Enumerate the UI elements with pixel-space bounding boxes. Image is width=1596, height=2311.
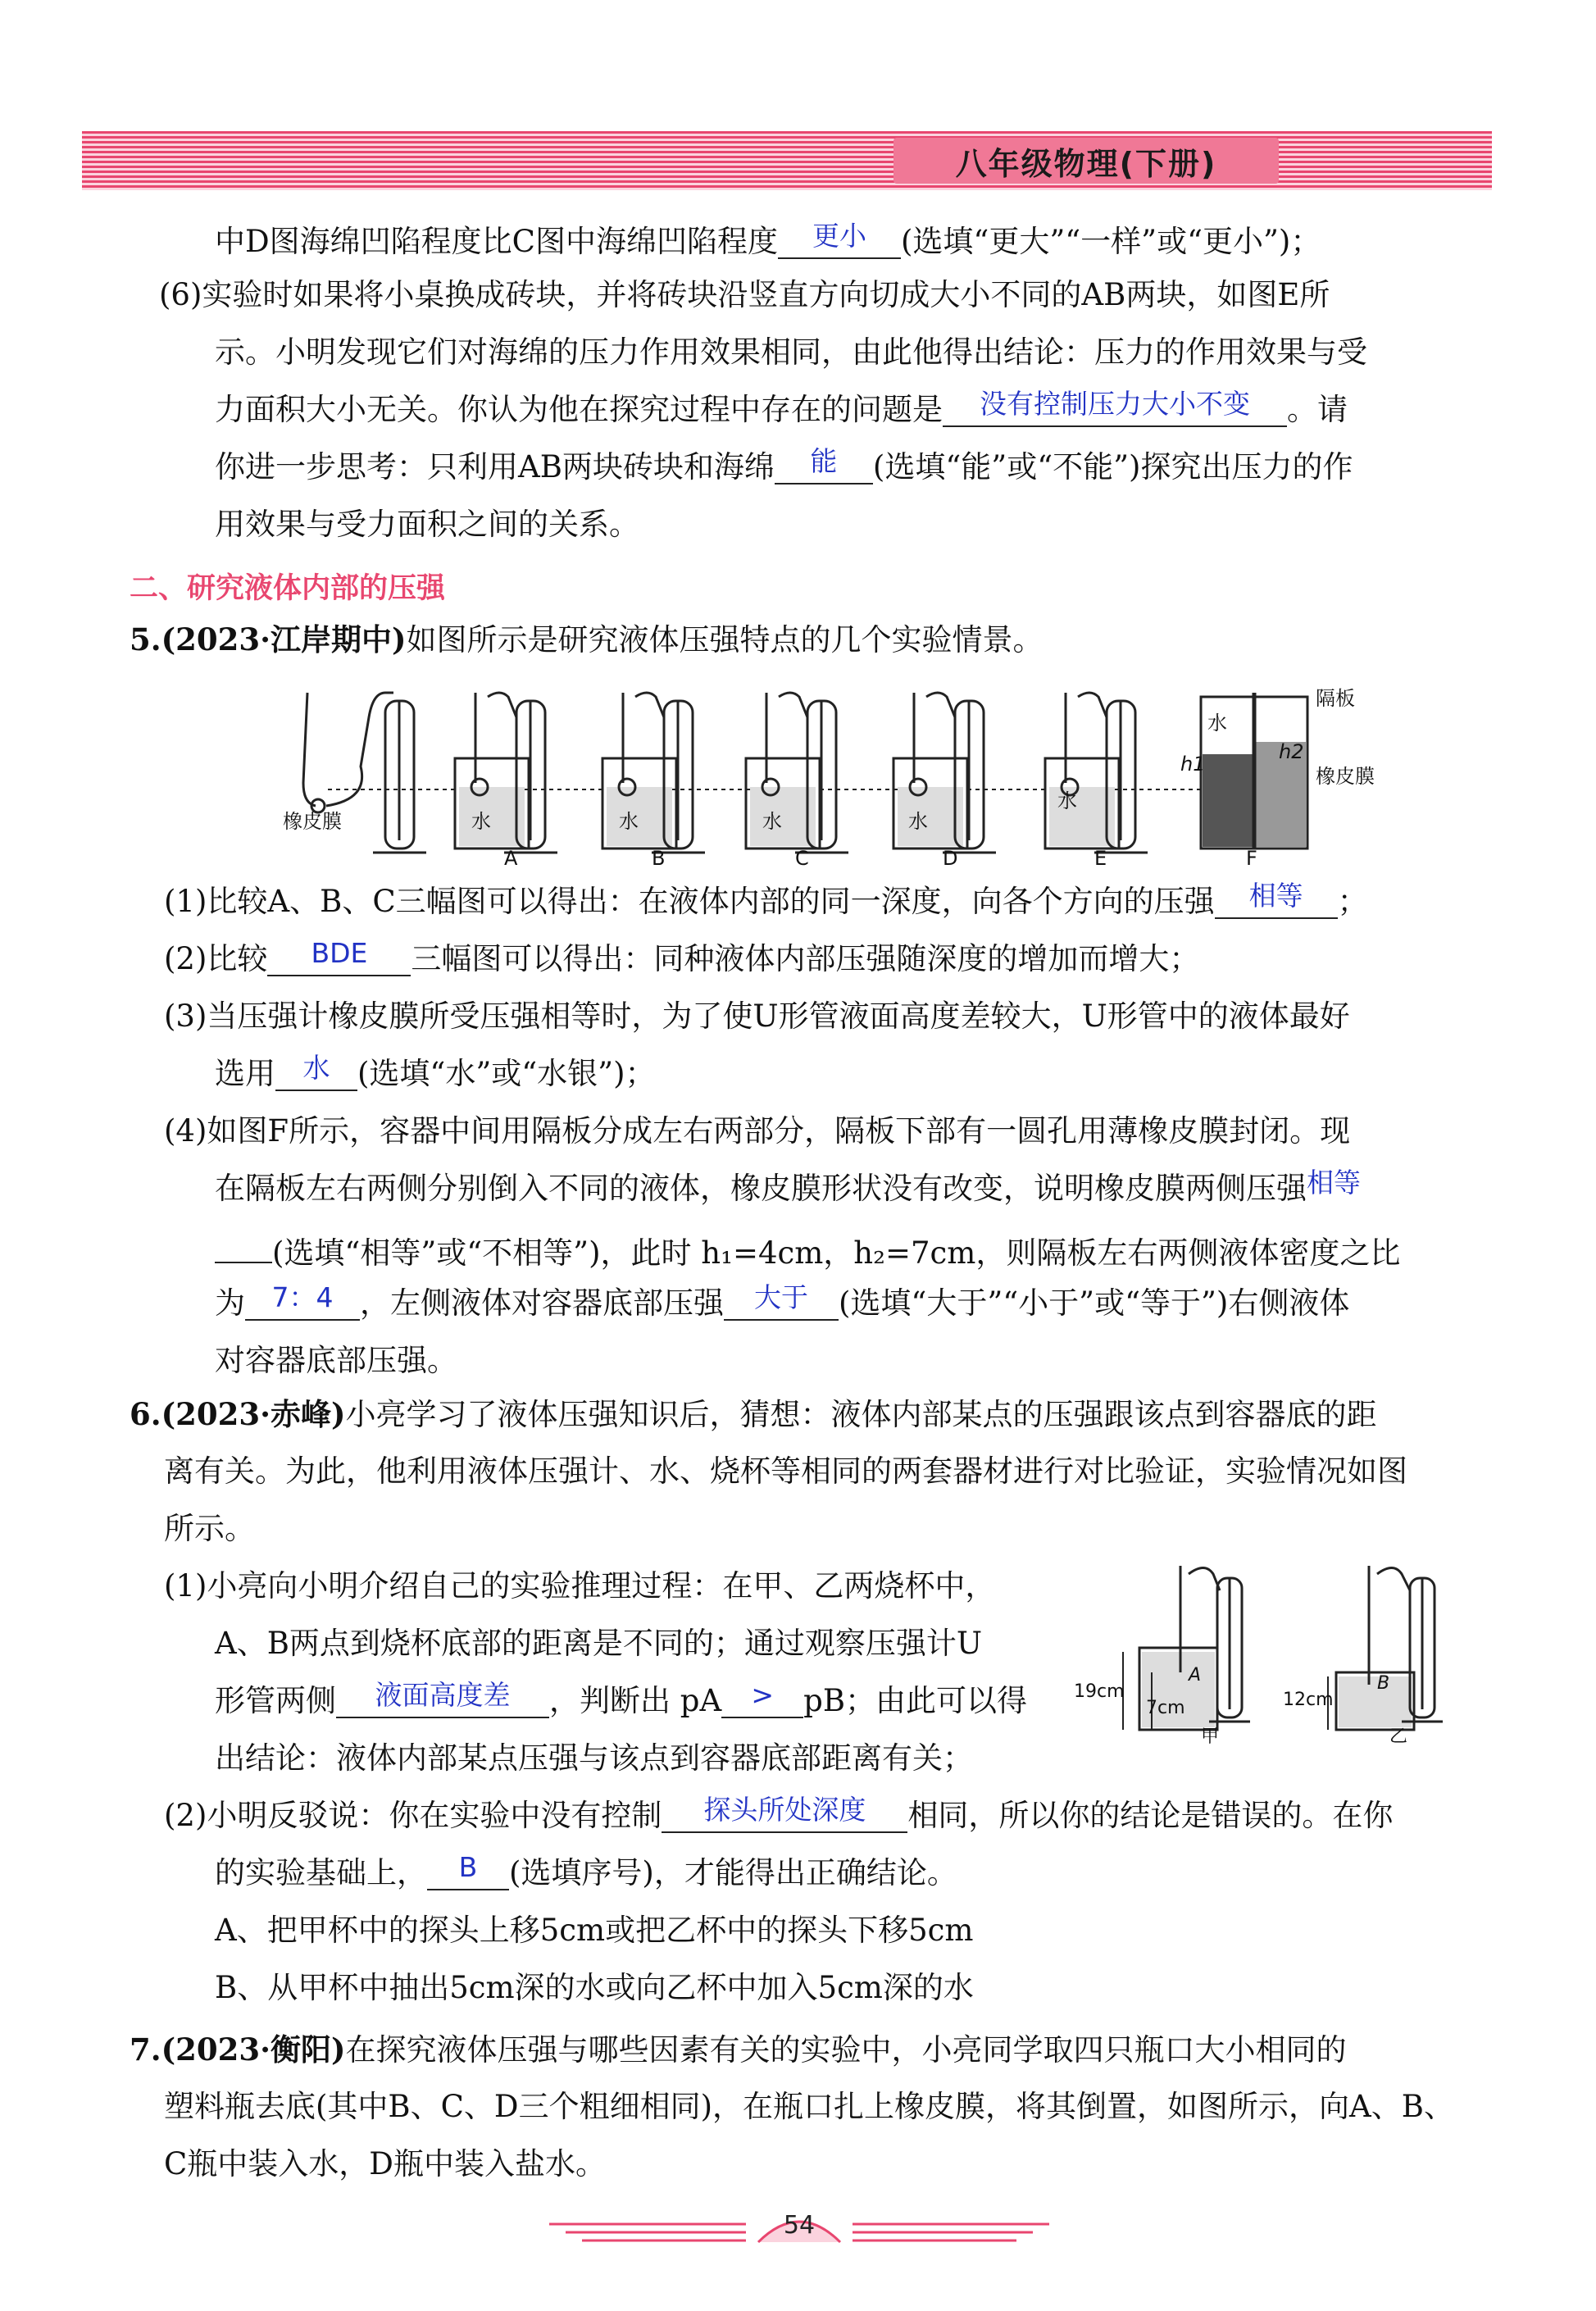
svg-text:水: 水 xyxy=(762,810,782,833)
q5-p3b: 选用 水 (选填“水”或“水银”)； xyxy=(215,1052,656,1091)
q5-p2: (2)比较 BDE 三幅图可以得出：同种液体内部压强随深度的增加而增大； xyxy=(164,937,1200,976)
q6-p1f: 出结论：液体内部某点压强与该点到容器底部距离有关； xyxy=(215,1740,973,1776)
section-title: 二、研究液体内部的压强 xyxy=(130,572,446,605)
svg-text:B: B xyxy=(1377,1673,1390,1694)
q6-p1a: (1)小亮向小明介绍自己的实验推理过程：在甲、乙两烧杯中， xyxy=(164,1568,996,1604)
answer-blank: 探头所处深度 xyxy=(662,1795,907,1833)
header-bar xyxy=(82,131,1492,190)
q6-option-b: B、从甲杯中抽出5cm深的水或向乙杯中加入5cm深的水 xyxy=(215,1970,974,2005)
q5-p4c: (选填“相等”或“不相等”)，此时 h₁=4cm，h₂=7cm，则隔板左右两侧液体密度之比 xyxy=(215,1226,1400,1274)
q5-p4d: 为 7：4 ，左侧液体对容器底部压强 大于 (选填“大于”“小于”或“等于”)右侧液体 xyxy=(215,1281,1350,1321)
answer-blank: 更小 xyxy=(778,221,901,259)
svg-text:水: 水 xyxy=(1207,712,1227,735)
fig-label-d: D xyxy=(943,847,958,869)
page-number: 54 xyxy=(783,2211,816,2240)
fig-label-e: E xyxy=(1094,847,1107,869)
answer-blank: 相等 xyxy=(1215,881,1338,919)
dim-7cm: 7cm xyxy=(1146,1698,1185,1718)
q7-stem-1: 7.(2023·衡阳)在探究液体压强与哪些因素有关的实验中，小亮同学取四只瓶口大小相同的 xyxy=(130,2031,1347,2068)
label-yi: 乙 xyxy=(1389,1726,1408,1746)
answer-blank: BDE xyxy=(267,939,411,976)
water-label: 水 xyxy=(471,810,491,833)
svg-text:水: 水 xyxy=(908,810,928,833)
q6-stem-3: 所示。 xyxy=(164,1511,255,1546)
q6-stem-2: 离有关。为此，他利用液体压强计、水、烧杯等相同的两套器材进行对比验证，实验情况如图 xyxy=(164,1453,1407,1489)
answer-blank: > xyxy=(721,1681,803,1718)
q5-stem: 5.(2023·江岸期中)如图所示是研究液体压强特点的几个实验情景。 xyxy=(130,621,1044,657)
membrane2-label: 橡皮膜 xyxy=(1316,765,1375,788)
q6-stem-1: 6.(2023·赤峰)小亮学习了液体压强知识后，猜想：液体内部某点的压强跟该点到容器底的距 xyxy=(130,1396,1377,1432)
svg-text:A: A xyxy=(1189,1665,1202,1685)
q5-p4g: 对容器底部压强。 xyxy=(215,1343,457,1378)
label-jia: 甲 xyxy=(1201,1726,1220,1746)
svg-text:h1: h1 xyxy=(1180,753,1206,776)
answer-blank: 大于 xyxy=(724,1283,839,1321)
q4-line-6: 用效果与受力面积之间的关系。 xyxy=(215,507,639,542)
q6-p2: (2)小明反驳说：你在实验中没有控制 探头所处深度 相同，所以你的结论是错误的。在你 xyxy=(164,1794,1394,1833)
fig-label-f: F xyxy=(1246,847,1257,869)
partition-label: 隔板 xyxy=(1316,687,1355,710)
q5-p4b: 在隔板左右两侧分别倒入不同的液体，橡皮膜形状没有改变，说明橡皮膜两侧压强相等 xyxy=(215,1167,1361,1206)
header-title: 八年级物理(下册) xyxy=(893,138,1279,184)
fig-label-b: B xyxy=(652,847,666,869)
q5-p1: (1)比较A、B、C三幅图可以得出：在液体内部的同一深度，向各个方向的压强 相等 ； xyxy=(164,880,1368,919)
svg-text:h2: h2 xyxy=(1279,740,1304,763)
q6-figure xyxy=(1074,1549,1459,1746)
q4-line-1: 中D图海绵凹陷程度比C图中海绵凹陷程度 更小 (选填“更大”“一样”或“更小”)； xyxy=(215,220,1321,259)
dim-19cm: 19cm xyxy=(1074,1681,1125,1702)
fig-label-a: A xyxy=(504,847,518,869)
q5-p4: (4)如图F所示，容器中间用隔板分成左右两部分，隔板下部有一圆孔用薄橡皮膜封闭。现 xyxy=(164,1113,1351,1149)
q7-stem-2: 塑料瓶去底(其中B、C、D三个粗细相同)，在瓶口扎上橡皮膜，将其倒置，如图所示，向A、B、 xyxy=(164,2089,1454,2124)
membrane-label: 橡皮膜 xyxy=(283,810,342,833)
q7-stem-3: C瓶中装入水，D瓶中装入盐水。 xyxy=(164,2146,606,2181)
svg-text:水: 水 xyxy=(619,810,639,833)
answer-blank: 液面高度差 xyxy=(336,1681,549,1718)
svg-text:水: 水 xyxy=(1057,789,1077,812)
dim-12cm: 12cm xyxy=(1283,1690,1334,1710)
q4-line-3: 示。小明发现它们对海绵的压力作用效果相同，由此他得出结论：压力的作用效果与受 xyxy=(215,334,1367,370)
q4-line-4: 力面积大小无关。你认为他在探究过程中存在的问题是 没有控制压力大小不变 。请 xyxy=(215,388,1348,427)
fig-label-c: C xyxy=(795,847,809,869)
answer-blank: 水 xyxy=(275,1053,357,1091)
answer-blank: 7：4 xyxy=(245,1283,360,1321)
q6-p2c: 的实验基础上， B (选填序号)，才能得出正确结论。 xyxy=(215,1851,957,1890)
q6-p1c: 形管两侧 液面高度差 ，判断出 pA > pB；由此可以得 xyxy=(215,1679,1028,1718)
q4-line-5: 你进一步思考：只利用AB两块砖块和海绵 能 (选填“能”或“不能”)探究出压力的作 xyxy=(215,445,1353,484)
q6-option-a: A、把甲杯中的探头上移5cm或把乙杯中的探头下移5cm xyxy=(215,1913,974,1948)
answer-blank: B xyxy=(427,1853,509,1890)
q5-p3: (3)当压强计橡皮膜所受压强相等时，为了使U形管液面高度差较大，U形管中的液体最好 xyxy=(164,999,1350,1034)
q6-p1b: A、B两点到烧杯底部的距离是不同的；通过观察压强计U xyxy=(215,1626,983,1661)
answer-blank xyxy=(215,1226,272,1263)
answer-blank: 能 xyxy=(775,447,873,484)
answer-blank: 没有控制压力大小不变 xyxy=(943,389,1287,427)
q5-figure xyxy=(271,668,1402,869)
q4-line-2: (6)实验时如果将小桌换成砖块，并将砖块沿竖直方向切成大小不同的AB两块，如图E所 xyxy=(159,277,1330,312)
